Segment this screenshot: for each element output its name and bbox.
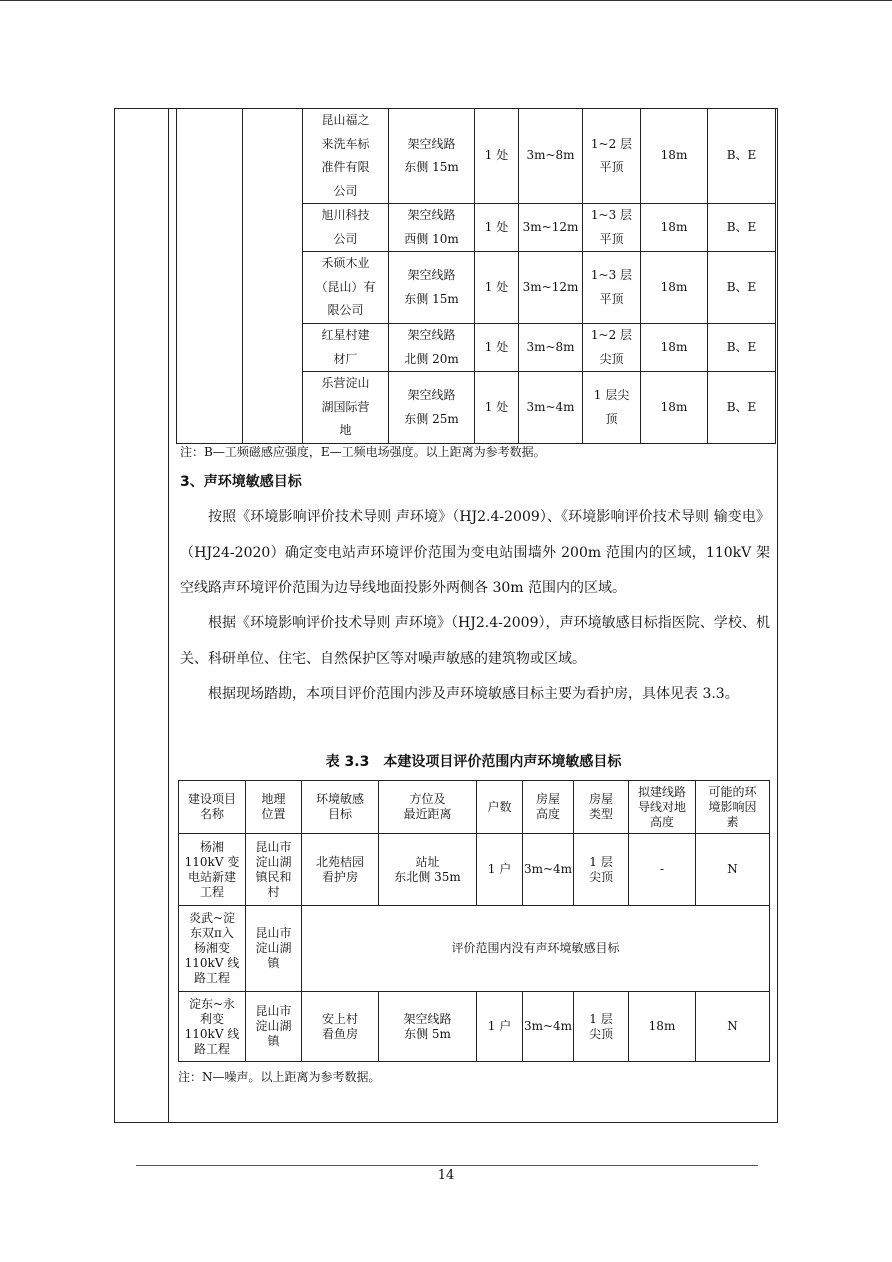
building-type-cell xyxy=(583,324,641,372)
column-header-text: 可能的环 xyxy=(708,784,757,799)
location-cell-text: 村 xyxy=(267,884,280,899)
location-cell-text: 镇民和 xyxy=(255,869,292,884)
target-name-cell-text: 地 xyxy=(339,423,352,438)
column-header-text: 环境敏感 xyxy=(315,792,364,806)
building-type-cell-text: 平顶 xyxy=(599,291,624,306)
building-type-cell-text: 1 层 xyxy=(589,1011,613,1026)
line-height-cell-text: 18m xyxy=(660,219,688,234)
position-cell-text: 东侧 15m xyxy=(404,160,459,174)
position-cell-text: 东侧 25m xyxy=(404,411,459,426)
no-target-merged-cell-text: 评价范围内没有声环境敏感目标 xyxy=(451,941,620,955)
target-name-cell xyxy=(303,252,389,324)
height-cell-text: 3m~4m xyxy=(526,399,575,414)
count-cell-text: 1 处 xyxy=(484,219,509,234)
building-type-cell xyxy=(583,252,641,324)
height-cell xyxy=(519,324,583,372)
count-cell xyxy=(475,324,519,372)
column-header-text: 地理 xyxy=(261,792,286,806)
column-header-text: 位置 xyxy=(261,807,286,821)
column-header xyxy=(302,781,379,834)
project-cell-text: 炎武~淀 xyxy=(188,911,236,925)
location-cell-text: 镇 xyxy=(267,956,280,970)
count-cell xyxy=(475,204,519,252)
line-height-cell xyxy=(641,109,708,204)
line-height-cell xyxy=(641,372,708,444)
households-cell-text: 1 户 xyxy=(487,862,512,876)
project-cell-text: 110kV 变 xyxy=(184,854,240,869)
table-row xyxy=(179,906,770,992)
position-cell-text: 北侧 20m xyxy=(404,351,459,366)
target-cell-text: 看鱼房 xyxy=(321,1026,358,1041)
building-type-cell-text: 1 层尖 xyxy=(593,388,630,402)
building-type-cell-text: 尖顶 xyxy=(588,1026,613,1041)
location-cell-text: 淀山湖 xyxy=(255,1019,292,1033)
location-cell-text: 昆山市 xyxy=(255,839,292,854)
line-height-cell xyxy=(641,252,708,324)
project-cell-text: 路工程 xyxy=(193,971,230,985)
position-cell-text: 架空线路 xyxy=(407,268,456,282)
height-cell xyxy=(519,372,583,444)
households-cell-text: 1 户 xyxy=(487,1019,512,1033)
factors-cell-text: B、E xyxy=(726,339,757,354)
position-cell-text: 东侧 5m xyxy=(404,1026,451,1041)
project-cell xyxy=(179,906,246,992)
column-header-text: 方位及 xyxy=(409,792,446,806)
target-name-cell-text: 红星村建 xyxy=(321,328,370,342)
count-cell-text: 1 处 xyxy=(484,279,509,294)
table-note-em: 注：B—工频磁感应强度，E—工频电场强度。以上距离为参考数据。 xyxy=(180,445,546,459)
column-header xyxy=(179,781,246,834)
target-name-cell-text: 公司 xyxy=(333,183,358,198)
count-cell xyxy=(475,372,519,444)
column-header-text: 高度 xyxy=(649,814,674,829)
column-header-text: 高度 xyxy=(535,807,560,821)
building-type-cell-text: 1~3 层 xyxy=(590,268,633,282)
factors-cell xyxy=(708,372,776,444)
factor-cell xyxy=(696,834,770,906)
table-row xyxy=(179,992,770,1062)
building-type-cell-text: 尖顶 xyxy=(588,869,613,884)
location-cell-text: 淀山湖 xyxy=(255,941,292,955)
households-cell xyxy=(477,834,523,906)
target-name-cell-text: 公司 xyxy=(333,231,358,246)
factors-cell-text: B、E xyxy=(726,148,757,163)
column-header xyxy=(696,781,770,834)
count-cell xyxy=(475,109,519,204)
position-cell-text: 架空线路 xyxy=(407,328,456,342)
column-header xyxy=(574,781,629,834)
target-name-cell-text: 旭川科技 xyxy=(321,208,370,222)
line-height-cell xyxy=(629,992,696,1062)
position-cell xyxy=(389,372,475,444)
target-cell xyxy=(302,992,379,1062)
target-name-cell-text: （昆山）有 xyxy=(315,279,376,294)
height-cell-text: 3m~8m xyxy=(526,148,575,163)
height-cell xyxy=(523,834,574,906)
target-name-cell-text: 材厂 xyxy=(333,351,358,366)
position-cell-text: 架空线路 xyxy=(407,388,456,402)
project-cell xyxy=(179,992,246,1062)
table-caption: 表 3.3 本建设项目评价范围内声环境敏感目标 xyxy=(325,754,622,770)
factors-cell xyxy=(708,252,776,324)
target-cell-text: 北苑桔园 xyxy=(315,854,364,869)
column-header xyxy=(629,781,696,834)
section-heading: 3、声环境敏感目标 xyxy=(180,474,302,490)
table-row xyxy=(179,834,770,906)
building-type-cell xyxy=(574,834,629,906)
location-cell-text: 昆山市 xyxy=(255,1004,292,1018)
location-cell-text: 昆山市 xyxy=(255,926,292,940)
position-cell xyxy=(389,252,475,324)
height-cell-text: 3m~12m xyxy=(522,279,579,294)
location-cell-text: 镇 xyxy=(267,1034,280,1048)
column-header-text: 最近距离 xyxy=(403,807,452,821)
line-height-cell-text: 18m xyxy=(660,148,688,163)
building-type-cell-text: 1~3 层 xyxy=(590,208,633,222)
line-height-cell xyxy=(641,204,708,252)
target-name-cell xyxy=(303,204,389,252)
column-header xyxy=(379,781,477,834)
position-cell-text: 东北侧 35m xyxy=(394,869,461,884)
column-header xyxy=(477,781,523,834)
project-cell-text: 110kV 线 xyxy=(184,1026,240,1041)
factor-cell-text: N xyxy=(727,862,738,876)
factors-cell-text: B、E xyxy=(726,219,757,234)
project-cell-text: 路工程 xyxy=(193,1041,230,1056)
factor-cell-text: N xyxy=(727,1019,738,1033)
target-cell-text: 看护房 xyxy=(321,869,358,884)
count-cell xyxy=(475,252,519,324)
building-type-cell-text: 平顶 xyxy=(599,231,624,246)
height-cell xyxy=(519,109,583,204)
position-cell xyxy=(389,109,475,204)
building-type-cell-text: 顶 xyxy=(605,411,618,426)
project-cell xyxy=(179,834,246,906)
column-header xyxy=(246,781,302,834)
factors-cell-text: B、E xyxy=(726,399,757,414)
position-cell-text: 架空线路 xyxy=(403,1011,452,1026)
target-name-cell-text: 湖国际营 xyxy=(321,399,370,414)
page-top-rule xyxy=(0,0,892,1)
location-cell xyxy=(246,906,302,992)
target-name-cell-text: 昆山福之 xyxy=(321,113,370,127)
footer-rule xyxy=(136,1165,758,1166)
target-name-cell xyxy=(303,109,389,204)
target-name-cell-text: 乐营淀山 xyxy=(321,376,370,391)
building-type-cell xyxy=(583,109,641,204)
column-header-text: 境影响因 xyxy=(708,799,757,814)
column-header-text: 素 xyxy=(726,814,739,829)
no-target-merged-cell xyxy=(302,906,770,992)
project-cell-text: 电站新建 xyxy=(187,869,236,884)
count-cell-text: 1 处 xyxy=(484,148,509,163)
table-header-row xyxy=(179,781,770,834)
project-cell-text: 利变 xyxy=(199,1011,224,1026)
height-cell xyxy=(519,204,583,252)
target-name-cell-text: 限公司 xyxy=(327,303,364,318)
target-name-cell xyxy=(303,372,389,444)
project-cell-text: 淀东~永 xyxy=(188,996,236,1011)
column-header-text: 户数 xyxy=(487,799,512,814)
column-header-text: 名称 xyxy=(199,807,224,821)
target-cell xyxy=(302,834,379,906)
building-type-cell-text: 平顶 xyxy=(599,160,624,174)
paragraph-1: 按照《环境影响评价技术导则 声环境》（HJ2.4-2009）、《环境影响评价技术导则 输变电》（HJ24-2020）确定变电站声环境评价范围为变电站围墙外 200m 范围内的区域，110kV 架空线路声环境评价范围为边导线地面投影外两侧各 30m 范围内的区域。 xyxy=(180,509,770,596)
households-cell xyxy=(477,992,523,1062)
column-header-text: 建设项目 xyxy=(187,792,236,806)
position-cell xyxy=(389,204,475,252)
project-cell-text: 东双π入 xyxy=(190,926,234,940)
target-cell-text: 安上村 xyxy=(321,1011,358,1026)
line-height-cell-text: 18m xyxy=(660,339,688,354)
project-cell-text: 杨湘 xyxy=(199,839,224,854)
line-height-cell-text: 18m xyxy=(660,399,688,414)
height-cell-text: 3m~8m xyxy=(526,339,575,354)
building-type-cell-text: 1 层 xyxy=(589,854,613,869)
noise-sensitive-targets-table xyxy=(178,780,770,1062)
location-cell xyxy=(246,992,302,1062)
factors-cell-text: B、E xyxy=(726,279,757,294)
project-name-cell xyxy=(177,109,243,444)
target-name-cell xyxy=(303,324,389,372)
table-row xyxy=(177,109,776,204)
frame-left-column-rule xyxy=(168,108,169,1123)
factors-cell xyxy=(708,324,776,372)
sensitive-targets-continued-table xyxy=(176,108,776,444)
count-cell-text: 1 处 xyxy=(484,399,509,414)
factors-cell xyxy=(708,109,776,204)
location-cell-text: 淀山湖 xyxy=(255,854,292,869)
line-height-cell-text: - xyxy=(659,862,665,876)
height-cell xyxy=(519,252,583,324)
position-cell xyxy=(389,324,475,372)
line-height-cell xyxy=(641,324,708,372)
count-cell-text: 1 处 xyxy=(484,339,509,354)
position-cell-text: 架空线路 xyxy=(407,208,456,222)
height-cell-text: 3m~12m xyxy=(522,219,579,234)
position-cell-text: 架空线路 xyxy=(407,136,456,151)
building-type-cell xyxy=(574,992,629,1062)
location-cell xyxy=(246,834,302,906)
height-cell-text: 3m~4m xyxy=(523,1019,573,1033)
height-cell-text: 3m~4m xyxy=(523,862,573,876)
project-cell-text: 工程 xyxy=(199,884,224,899)
line-height-cell-text: 18m xyxy=(648,1019,676,1033)
column-header-text: 目标 xyxy=(327,807,352,821)
column-header-text: 拟建线路 xyxy=(637,784,686,799)
building-type-cell-text: 1~2 层 xyxy=(590,328,633,342)
building-type-cell xyxy=(583,372,641,444)
target-name-cell-text: 准件有限 xyxy=(321,160,370,174)
factors-cell xyxy=(708,204,776,252)
column-header xyxy=(523,781,574,834)
building-type-cell-text: 1~2 层 xyxy=(590,136,633,151)
page-number: 14 xyxy=(437,1168,455,1183)
location-cell xyxy=(243,109,303,444)
table-note-noise: 注：N—噪声。以上距离为参考数据。 xyxy=(178,1070,381,1084)
position-cell xyxy=(379,834,477,906)
position-cell xyxy=(379,992,477,1062)
column-header-text: 类型 xyxy=(588,807,613,821)
project-cell-text: 110kV 线 xyxy=(184,956,240,970)
paragraph-2: 根据《环境影响评价技术导则 声环境》（HJ2.4-2009），声环境敏感目标指医院、学校、机关、科研单位、住宅、自然保护区等对噪声敏感的建筑物或区域。 xyxy=(180,615,770,667)
target-name-cell-text: 禾硕木业 xyxy=(321,256,370,271)
column-header-text: 房屋 xyxy=(588,792,613,806)
position-cell-text: 东侧 15m xyxy=(404,291,459,306)
building-type-cell xyxy=(583,204,641,252)
column-header-text: 导线对地 xyxy=(637,799,686,814)
paragraph-3: 根据现场踏勘，本项目评价范围内涉及声环境敏感目标主要为看护房，具体见表 3.3。 xyxy=(208,686,739,702)
target-name-cell-text: 来洗车标 xyxy=(321,136,370,151)
height-cell xyxy=(523,992,574,1062)
project-cell-text: 杨湘变 xyxy=(193,941,230,955)
position-cell-text: 西侧 10m xyxy=(404,231,459,246)
position-cell-text: 站址 xyxy=(415,854,440,869)
line-height-cell-text: 18m xyxy=(660,279,688,294)
building-type-cell-text: 尖顶 xyxy=(599,351,624,366)
column-header-text: 房屋 xyxy=(535,792,560,806)
factor-cell xyxy=(696,992,770,1062)
line-height-cell xyxy=(629,834,696,906)
